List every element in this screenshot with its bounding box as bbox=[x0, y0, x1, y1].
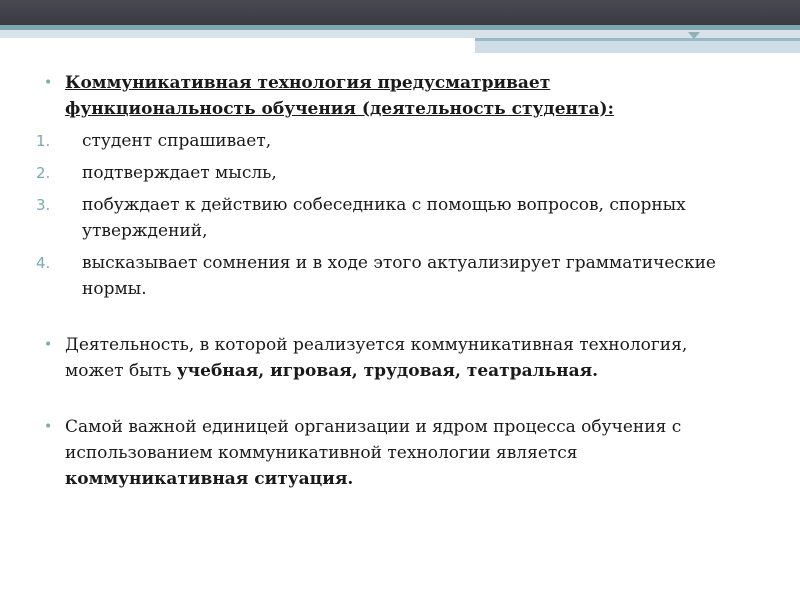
list-item-line: студент спрашивает, bbox=[82, 131, 272, 151]
heading-line: функциональность обучения (деятельность студента): bbox=[65, 99, 614, 119]
header-bar bbox=[0, 0, 800, 25]
list-number: 2. bbox=[36, 164, 51, 182]
list-item-line: высказывает сомнения и в ходе этого актуализирует грамматические bbox=[82, 253, 716, 273]
paragraph-line: использованием коммуникативной технологии является bbox=[65, 443, 578, 463]
heading bbox=[65, 70, 705, 122]
list-number: 3. bbox=[36, 196, 51, 214]
list-item-line: побуждает к действию собеседника с помощью вопросов, спорных bbox=[82, 195, 686, 215]
header-light-band bbox=[0, 30, 800, 38]
list-item bbox=[0, 160, 800, 186]
paragraph-line: Деятельность, в которой реализуется коммуникативная технология, bbox=[65, 335, 688, 355]
header-tab-edge bbox=[475, 38, 800, 41]
bullet-icon: • bbox=[44, 337, 53, 353]
list-item-text bbox=[82, 160, 762, 186]
bullet-icon: • bbox=[44, 419, 53, 435]
list-number: 1. bbox=[36, 132, 51, 150]
paragraph-activity bbox=[0, 332, 800, 384]
bullet-icon: • bbox=[44, 75, 53, 91]
paragraph-bold-text: коммуникативная ситуация. bbox=[65, 469, 354, 489]
paragraph-plain-text: может быть bbox=[65, 361, 177, 381]
list-item-text bbox=[82, 128, 762, 154]
list-item-text bbox=[82, 250, 762, 302]
header-notch-icon bbox=[688, 32, 700, 39]
heading-line: Коммуникативная технология предусматривает bbox=[65, 73, 551, 93]
list-item bbox=[0, 128, 800, 154]
paragraph-line: Самой важной единицей организации и ядром процесса обучения с bbox=[65, 417, 682, 437]
list-number: 4. bbox=[36, 254, 51, 272]
list-item-line: подтверждает мысль, bbox=[82, 163, 277, 183]
list-item bbox=[0, 250, 800, 302]
paragraph-bold-text: учебная, игровая, трудовая, театральная. bbox=[176, 361, 599, 381]
paragraph-situation bbox=[0, 414, 800, 492]
list-item-text bbox=[82, 192, 762, 244]
list-item-line: нормы. bbox=[82, 279, 147, 299]
slide-content bbox=[0, 70, 800, 492]
paragraph-line bbox=[65, 358, 755, 384]
paragraph-text bbox=[65, 332, 755, 384]
paragraph-text bbox=[65, 414, 755, 492]
heading-item bbox=[0, 70, 800, 122]
list-item bbox=[0, 192, 800, 244]
list-item-line: утверждений, bbox=[82, 221, 208, 241]
